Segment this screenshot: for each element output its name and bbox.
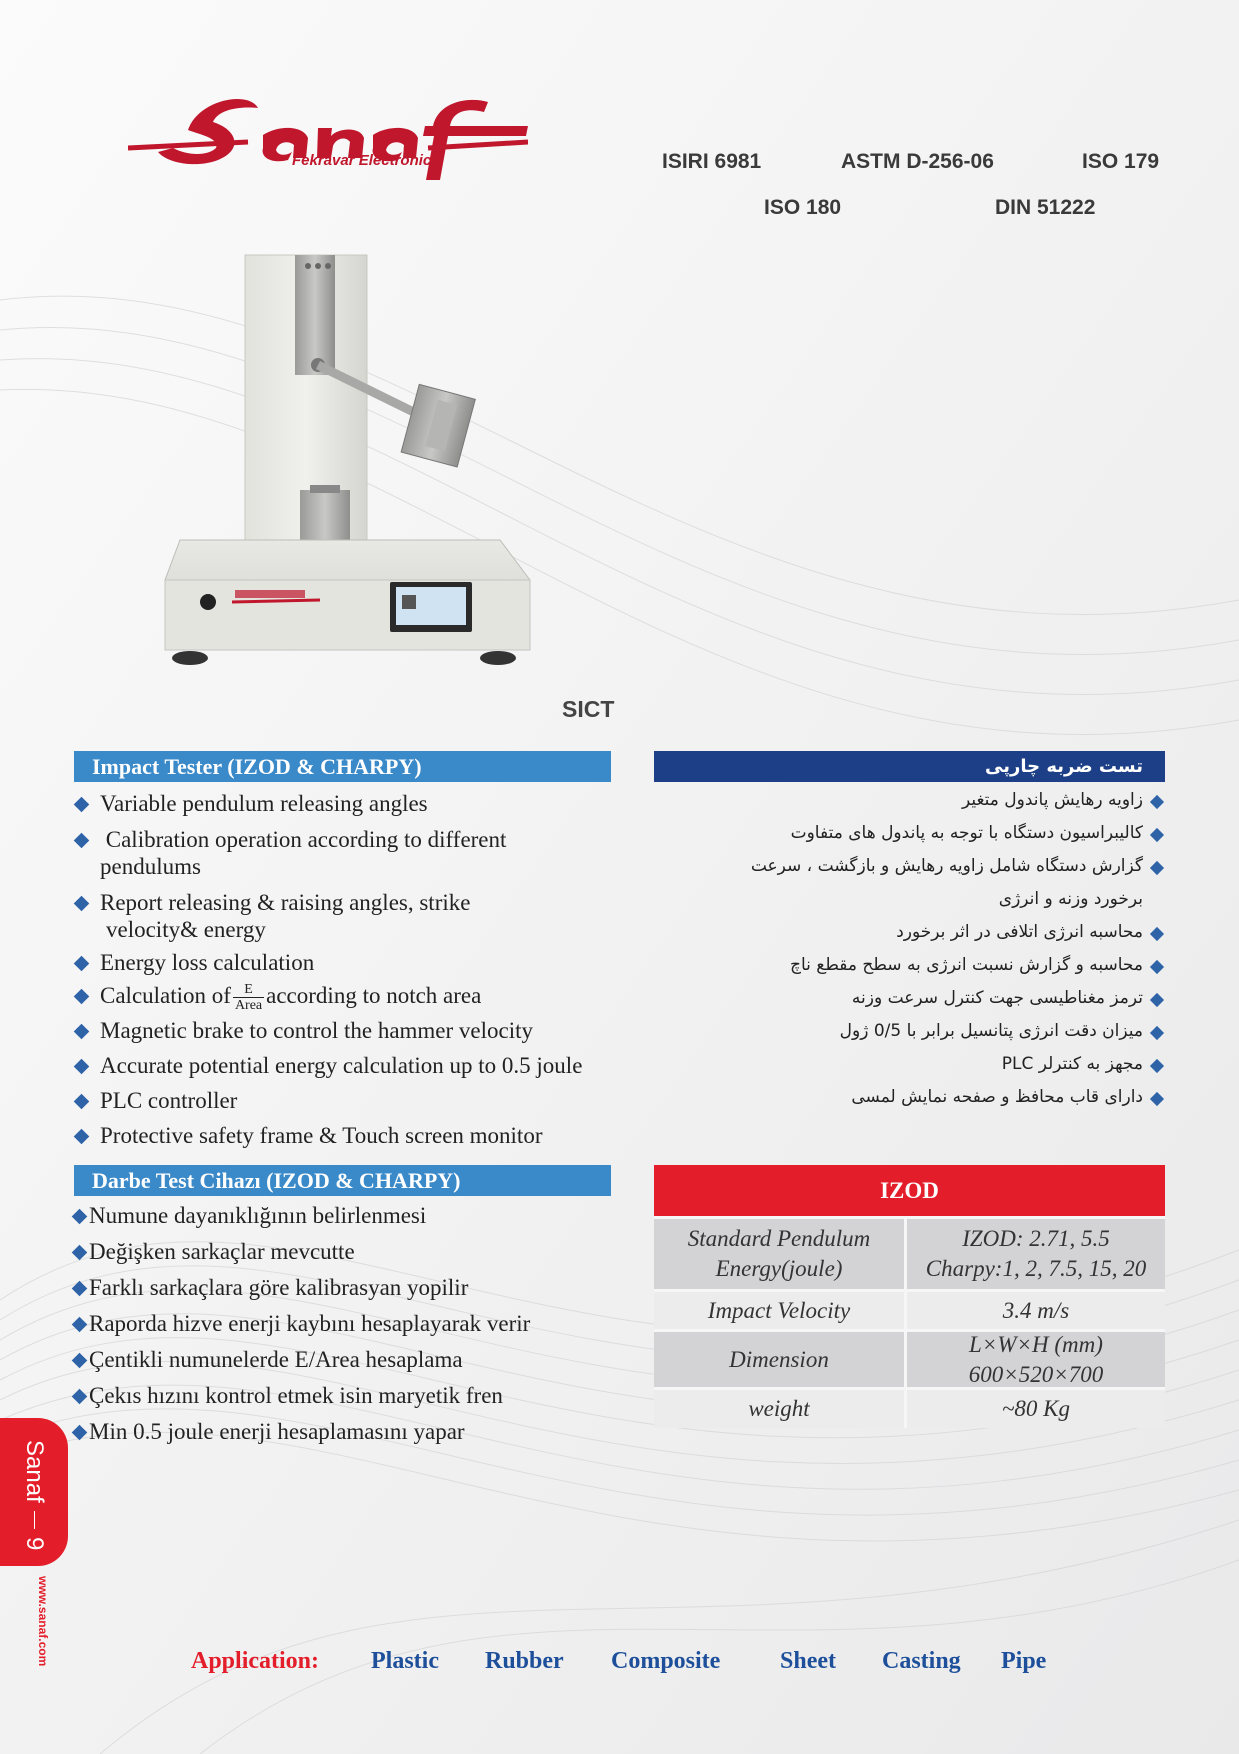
- spec-label: Dimension: [654, 1332, 907, 1387]
- product-code: SICT: [562, 696, 615, 722]
- bullet-icon: [72, 1425, 88, 1441]
- features-tr-header: Darbe Test Cihazı (IZOD & CHARPY): [74, 1165, 611, 1196]
- list-item: Accurate potential energy calculation up to 0.5 joule: [76, 1052, 646, 1079]
- application-composite: Composite: [611, 1648, 721, 1674]
- bullet-icon: [74, 1024, 90, 1040]
- list-item: Numune dayanıklığının belirlenmesi: [72, 1202, 652, 1229]
- features-fa-header: تست ضربه چارپی: [654, 751, 1165, 782]
- list-item: Calibration operation according to different: [76, 826, 646, 853]
- spec-value: IZOD: 2.71, 5.5 Charpy:1, 2, 7.5, 15, 20: [925, 1226, 1147, 1281]
- spec-value: ~80 Kg: [1001, 1396, 1071, 1421]
- e-over-area-fraction: $\frac{E}{\text{Area}}$: [234, 982, 263, 1014]
- standard-astm: ASTM D-256-06: [841, 150, 994, 173]
- application-casting: Casting: [882, 1648, 961, 1674]
- bullet-icon: [72, 1353, 88, 1369]
- application-sheet: Sheet: [780, 1648, 836, 1674]
- bullet-icon: [72, 1317, 88, 1333]
- bullet-icon: [72, 1389, 88, 1405]
- bullet-icon: [1150, 927, 1164, 941]
- list-item: Farklı sarkaçlara göre kalibrasyan yopilir: [72, 1274, 652, 1301]
- list-item: Calculation of $\frac{E}{\text{Area}}$ according to notch area: [76, 982, 646, 1013]
- bullet-icon: [1150, 1092, 1164, 1106]
- izod-spec-table: [654, 1165, 1165, 1428]
- list-item: کالیبراسیون دستگاه با توجه به پاندول های متفاوت: [660, 817, 1165, 850]
- spec-label: Standard Pendulum Energy(joule): [654, 1219, 907, 1289]
- bullet-icon: [74, 989, 90, 1005]
- list-item: مجهز به کنترلر PLC: [660, 1048, 1165, 1081]
- table-row: [654, 1329, 1165, 1387]
- standard-iso179: ISO 179: [1082, 150, 1160, 173]
- impact-tester-image: [160, 250, 540, 685]
- spec-value: 3.4 m/s: [1002, 1297, 1070, 1323]
- website-url: www.sanaf.com: [36, 1576, 50, 1667]
- standard-isiri: ISIRI 6981: [662, 150, 762, 173]
- spec-value: L×W×H (mm) 600×520×700: [968, 1331, 1104, 1387]
- list-item: ترمز مغناطیسی جهت کنترل سرعت وزنه: [660, 982, 1165, 1015]
- bullet-icon: [74, 956, 90, 972]
- page-number: 9: [21, 1536, 48, 1550]
- list-item: Değişken sarkaçlar mevcutte: [72, 1238, 652, 1265]
- logo-subtitle: Fekravar Electronics: [292, 152, 440, 169]
- bullet-icon: [74, 833, 90, 849]
- bullet-icon: [1150, 861, 1164, 875]
- side-tab-brand: Sanaf: [21, 1440, 48, 1503]
- features-en-list: [76, 790, 646, 1149]
- standard-din: DIN 51222: [995, 196, 1096, 219]
- list-item: Çentikli numunelerde E/Area hesaplama: [72, 1346, 652, 1373]
- list-item: PLC controller: [76, 1087, 646, 1114]
- bullet-icon: [74, 797, 90, 813]
- list-item: زاویه رهایش پاندول متغیر: [660, 784, 1165, 817]
- bullet-icon: [74, 896, 90, 912]
- features-tr-list: [72, 1202, 652, 1445]
- bullet-icon: [1150, 960, 1164, 974]
- application-plastic: Plastic: [371, 1648, 439, 1674]
- list-item-continued: pendulums: [100, 854, 201, 879]
- bullet-icon: [72, 1209, 88, 1225]
- spec-label: Impact Velocity: [654, 1292, 907, 1329]
- list-item: Protective safety frame & Touch screen monitor: [76, 1122, 646, 1149]
- list-item-continued: برخورد وزنه و انرژی: [998, 889, 1143, 909]
- bullet-icon: [1150, 828, 1164, 842]
- spec-label: weight: [654, 1390, 907, 1428]
- list-item: Report releasing & raising angles, strike: [76, 889, 646, 916]
- list-item: دارای قاب محافظ و صفحه نمایش لمسی: [660, 1081, 1165, 1114]
- side-tab-divider: [34, 1511, 35, 1529]
- spec-table-title: IZOD: [654, 1165, 1165, 1216]
- bullet-icon: [74, 1059, 90, 1075]
- features-fa-list: [660, 784, 1165, 1114]
- features-en-header: Impact Tester (IZOD & CHARPY): [74, 751, 611, 782]
- bullet-icon: [74, 1094, 90, 1110]
- bullet-icon: [1150, 795, 1164, 809]
- standard-iso180: ISO 180: [764, 196, 842, 219]
- list-item-continued: velocity& energy: [106, 917, 266, 942]
- list-item: Magnetic brake to control the hammer velocity: [76, 1017, 646, 1044]
- sanaf-logo: [128, 90, 528, 185]
- bullet-icon: [74, 1129, 90, 1145]
- list-item: میزان دقت انرژی پتانسیل برابر با 0/5 ژول: [660, 1015, 1165, 1048]
- page-side-tab: [0, 1418, 68, 1566]
- table-row: [654, 1216, 1165, 1289]
- list-item: محاسبه و گزارش نسبت انرژی به سطح مقطع ناچ: [660, 949, 1165, 982]
- list-item: Variable pendulum releasing angles: [76, 790, 646, 817]
- bullet-icon: [1150, 1026, 1164, 1040]
- list-item: گزارش دستگاه شامل زاویه رهایش و بازگشت ، سرعت: [660, 850, 1165, 883]
- application-pipe: Pipe: [1001, 1648, 1047, 1674]
- bullet-icon: [1150, 1059, 1164, 1073]
- application-rubber: Rubber: [485, 1648, 564, 1674]
- list-item: Çekıs hızını kontrol etmek isin maryetik fren: [72, 1382, 652, 1409]
- list-item: Min 0.5 joule enerji hesaplamasını yapar: [72, 1418, 652, 1445]
- list-item: Raporda hizve enerji kaybını hesaplayarak verir: [72, 1310, 652, 1337]
- bullet-icon: [1150, 993, 1164, 1007]
- bullet-icon: [72, 1281, 88, 1297]
- list-item: Energy loss calculation: [76, 949, 646, 976]
- bullet-icon: [72, 1245, 88, 1261]
- application-label: Application:: [191, 1648, 320, 1674]
- list-item: محاسبه انرژی اتلافی در اثر برخورد: [660, 916, 1165, 949]
- table-row: [654, 1289, 1165, 1329]
- table-row: [654, 1387, 1165, 1428]
